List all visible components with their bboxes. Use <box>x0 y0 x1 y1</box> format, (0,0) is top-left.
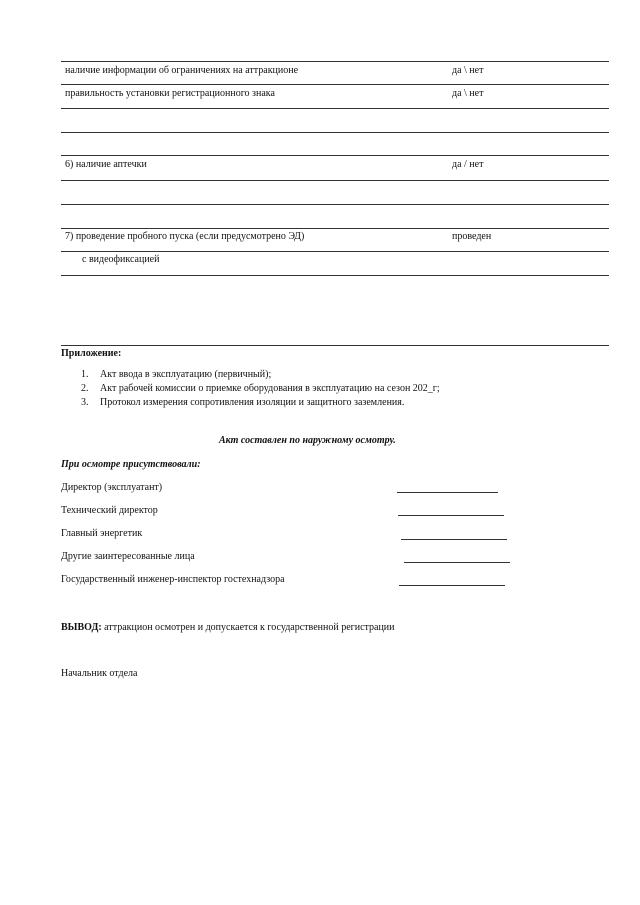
table-divider <box>61 180 609 181</box>
person-state-inspector: Государственный инженер-инспектор гостехнадзора <box>61 574 285 585</box>
table-top-border <box>61 61 609 62</box>
row-ride-restrictions-value: да \ нет <box>452 65 484 76</box>
conclusion <box>61 622 395 634</box>
signature-line <box>398 515 504 516</box>
person-chief-power-engineer: Главный энергетик <box>61 528 143 539</box>
row-first-aid-label: 6) наличие аптечки <box>65 159 147 170</box>
person-other-interested: Другие заинтересованные лица <box>61 551 195 562</box>
conclusion-label: ВЫВОД: <box>61 622 102 633</box>
row-registration-sign-value: да \ нет <box>452 88 484 99</box>
table-divider <box>61 132 609 133</box>
table-divider <box>61 204 609 205</box>
person-technical-director: Технический директор <box>61 505 158 516</box>
row-test-run-label: 7) проведение пробного пуска (если предусмотрено ЭД) <box>65 231 305 242</box>
signature-line <box>401 539 507 540</box>
present-title: При осмотре присутствовали: <box>61 459 201 470</box>
inspection-note: Акт составлен по наружному осмотру. <box>219 435 396 446</box>
appendix-top-border <box>61 345 609 346</box>
appendix-item-text: Акт ввода в эксплуатацию (первичный); <box>100 369 272 380</box>
appendix-item-number: 3. <box>81 397 89 408</box>
table-divider <box>61 228 609 229</box>
appendix-title: Приложение: <box>61 348 122 359</box>
table-divider <box>61 108 609 109</box>
row-first-aid-value: да / нет <box>452 159 484 170</box>
table-bottom-border <box>61 275 609 276</box>
appendix-item-number: 2. <box>81 383 89 394</box>
table-divider <box>61 155 609 156</box>
row-registration-sign-label: правильность установки регистрационного знака <box>65 88 275 99</box>
head-of-department: Начальник отдела <box>61 668 138 679</box>
row-test-run-value: проведен <box>452 231 492 242</box>
signature-line <box>404 562 510 563</box>
person-director: Директор (эксплуатант) <box>61 482 163 493</box>
conclusion-text: аттракцион осмотрен и допускается к государственной регистрации <box>101 622 395 633</box>
signature-line <box>397 492 498 493</box>
row-ride-restrictions-label: наличие информации об ограничениях на аттракционе <box>65 65 299 76</box>
signature-line <box>399 585 505 586</box>
appendix-item-text: Акт рабочей комиссии о приемке оборудования в эксплуатацию на сезон 202_г; <box>100 383 440 394</box>
table-divider <box>61 84 609 85</box>
table-divider <box>61 251 609 252</box>
row-video-recording-label: с видеофиксацией <box>82 254 160 265</box>
appendix-item-number: 1. <box>81 369 89 380</box>
appendix-item-text: Протокол измерения сопротивления изоляции и защитного заземления. <box>100 397 405 408</box>
